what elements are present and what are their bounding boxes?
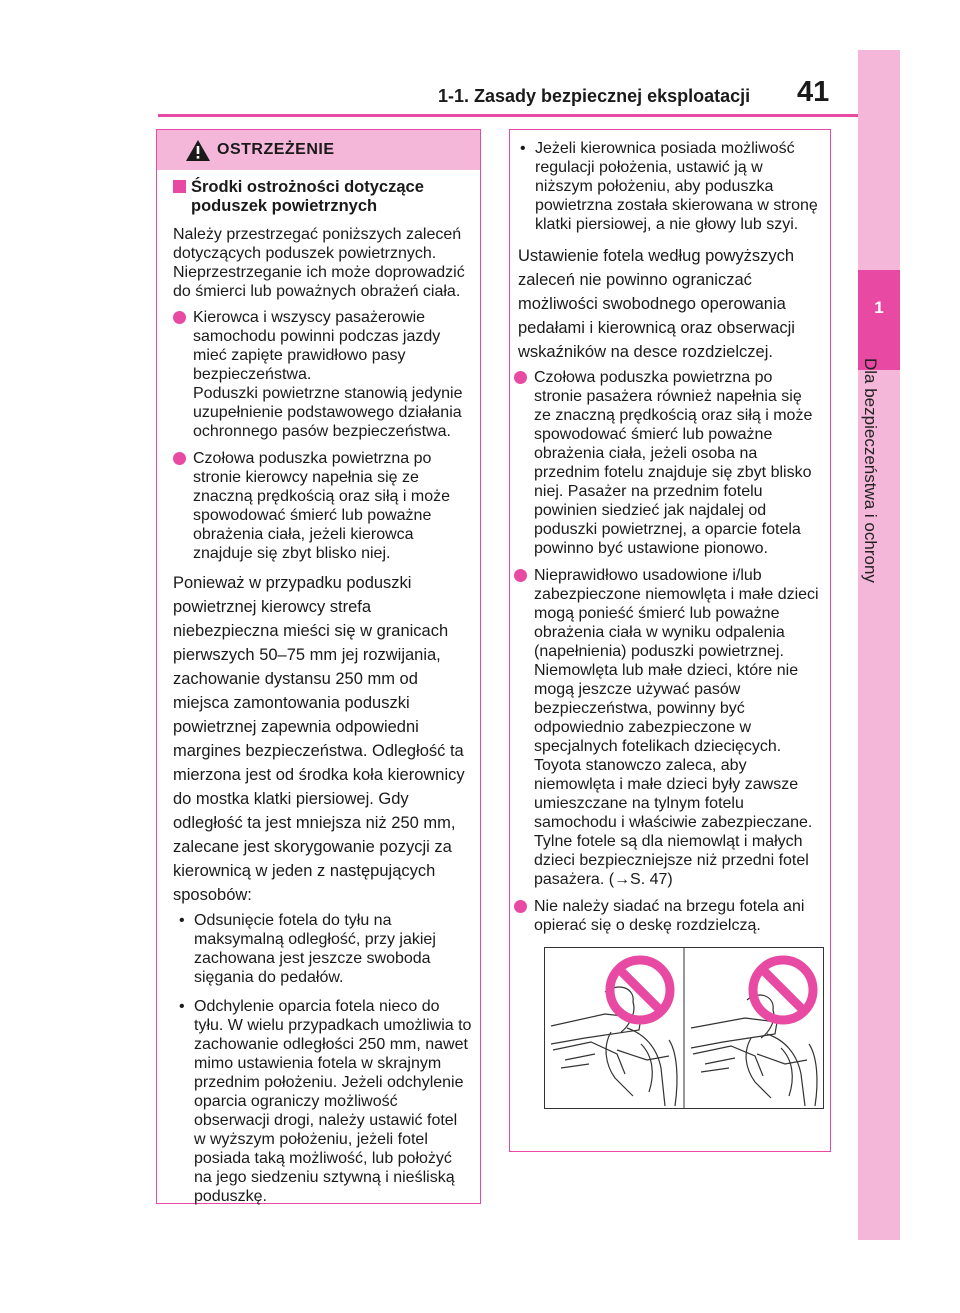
chapter-label: Dla bezpieczeństwa i ochrony — [861, 358, 880, 583]
chapter-side-tab — [858, 50, 900, 1240]
chapter-number: 1 — [874, 298, 884, 317]
list-item — [514, 368, 822, 558]
warning-header — [157, 130, 480, 170]
list-item-text: Kierowca i wszyscy pasażerowie samochodu powinni podczas jazdy mieć zapięte prawidłowo pasy bezpieczeństwa. — [193, 309, 441, 383]
list-item-text: Czołowa poduszka powietrzna po stronie pasażera również napełnia się ze znaczną prędkością oraz siłą i może spowodować śmierć lub poważne obrażenia ciała, jeżeli osoba na przednim fotelu znajduje się zbyt blisko niej. Pasażer na przednim fotelu powinien siedzieć jak najdalej od poduszki powietrznej, a oparcie fotela powinno być ustawione pionowo. — [534, 369, 813, 557]
prohibited-icon — [753, 960, 813, 1020]
airbag-illustration — [544, 947, 824, 1109]
list-item — [514, 566, 822, 889]
list-item-text: Nie należy siadać na brzegu fotela ani opierać się o deskę rozdzielczą. — [534, 898, 805, 934]
list-item-text: Czołowa poduszka powietrzna po stronie kierowcy napełnia się ze znaczną prędkością oraz siłą i może spowodować śmierć lub poważne obrażenia ciała, jeżeli kierowca znajduje się zbyt blisko niej. — [193, 450, 451, 562]
chapter-tab-active — [858, 270, 900, 370]
warning-content — [157, 170, 480, 1206]
warning-intro: Należy przestrzegać poniższych zaleceń dotyczących poduszek powietrznych. Nieprzestrzeganie ich może doprowadzić do śmierci lub poważnych obrażeń ciała. — [173, 226, 465, 300]
dot-bullet-icon — [173, 311, 186, 324]
section-title-text: Środki ostrożności dotyczące poduszek powietrznych — [191, 178, 424, 215]
page-header-title: 1-1. Zasady bezpiecznej eksploatacji — [438, 86, 751, 106]
seated-passenger-illustration — [545, 948, 823, 1108]
bullet-icon: • — [520, 140, 526, 157]
square-bullet-icon — [173, 180, 186, 193]
warning-continuation-box — [509, 129, 831, 1152]
warning-triangle-icon — [185, 139, 211, 162]
dot-bullet-icon — [514, 371, 527, 384]
dot-bullet-icon — [514, 569, 527, 582]
bullet-icon: • — [179, 912, 185, 929]
list-item — [514, 139, 822, 234]
bullet-icon: • — [179, 998, 185, 1015]
prohibited-icon — [610, 960, 670, 1020]
dot-bullet-icon — [173, 452, 186, 465]
dot-bullet-icon — [514, 900, 527, 913]
list-item — [514, 897, 822, 935]
header-divider — [158, 114, 858, 117]
section-title — [173, 178, 472, 216]
list-item — [173, 911, 472, 987]
list-item-text: Odsunięcie fotela do tyłu na maksymalną odległość, przy jakiej zachowana jest jeszcze swoboda sięgania do pedałów. — [194, 912, 436, 986]
warning-box — [156, 129, 481, 1204]
warning-title: OSTRZEŻENIE — [217, 141, 335, 158]
continuation-paragraph: Ustawienie fotela według powyższych zaleceń nie powinno ograniczać możliwości swobodnego operowania pedałami i kierownicą oraz obserwacji wskaźników na desce rozdzielczej. — [518, 247, 795, 361]
list-item-text: Odchylenie oparcia fotela nieco do tyłu. W wielu przypadkach umożliwia to zachowanie odległości 250 mm, nawet mimo ustawienia fotela w skrajnym przednim położeniu. Jeżeli odchylenie oparcia ograniczy możliwość obserwacji drogi, należy ustawić fotel w wyższym położeniu, jeżeli fotel posiada taką możliwość, lub położyć na jego siedzeniu sztywną i nieśliską poduszkę. — [194, 998, 472, 1205]
page-number: 41 — [797, 76, 830, 108]
continuation-content — [510, 130, 830, 1109]
list-item-note: Poduszki powietrzne stanowią jedynie uzupełnienie podstawowego działania ochronnego pasów bezpieczeństwa. — [193, 385, 463, 440]
warning-paragraph: Ponieważ w przypadku poduszki powietrznej kierowcy strefa niebezpieczna mieści się w granicach pierwszych 50–75 mm jej rozwijania, zachowanie dystansu 250 mm od miejsca zamontowania poduszki powietrznej zapewnia odpowiedni margines bezpieczeństwa. Odległość ta mierzona jest od środka koła kierownicy do mostka klatki piersiowej. Gdy odległość ta jest mniejsza niż 250 mm, zalecane jest skorygowanie pozycji za kierownicą w jeden z następujących sposobów: — [173, 574, 465, 904]
list-item — [173, 308, 472, 441]
list-item-text: Jeżeli kierownica posiada możliwość regulacji położenia, ustawić ją w niższym położeniu, aby poduszka powietrzna została skierowana w stronę klatki piersiowej, a nie głowy lub szyi. — [535, 140, 818, 233]
list-item-text: Nieprawidłowo usadowione i/lub zabezpieczone niemowlęta i małe dzieci mogą ponieść śmierć lub poważne obrażenia ciała w wyniku odpalenia (napełnienia) poduszki powietrznej. Niemowlęta lub małe dzieci, które nie mogą jeszcze używać pasów bezpieczeństwa, powinny być odpowiednio zabezpieczone w specjalnych fotelikach dziecięcych. Toyota stanowczo zaleca, aby niemowlęta i małe dzieci były zawsze umieszczane na tylnym fotelu samochodu i właściwie zabezpieczane. Tylne fotele są dla niemowląt i małych dzieci bezpieczniejsze niż przedni fotel pasażera. (→S. 47) — [534, 567, 819, 888]
list-item — [173, 997, 472, 1206]
list-item — [173, 449, 472, 563]
